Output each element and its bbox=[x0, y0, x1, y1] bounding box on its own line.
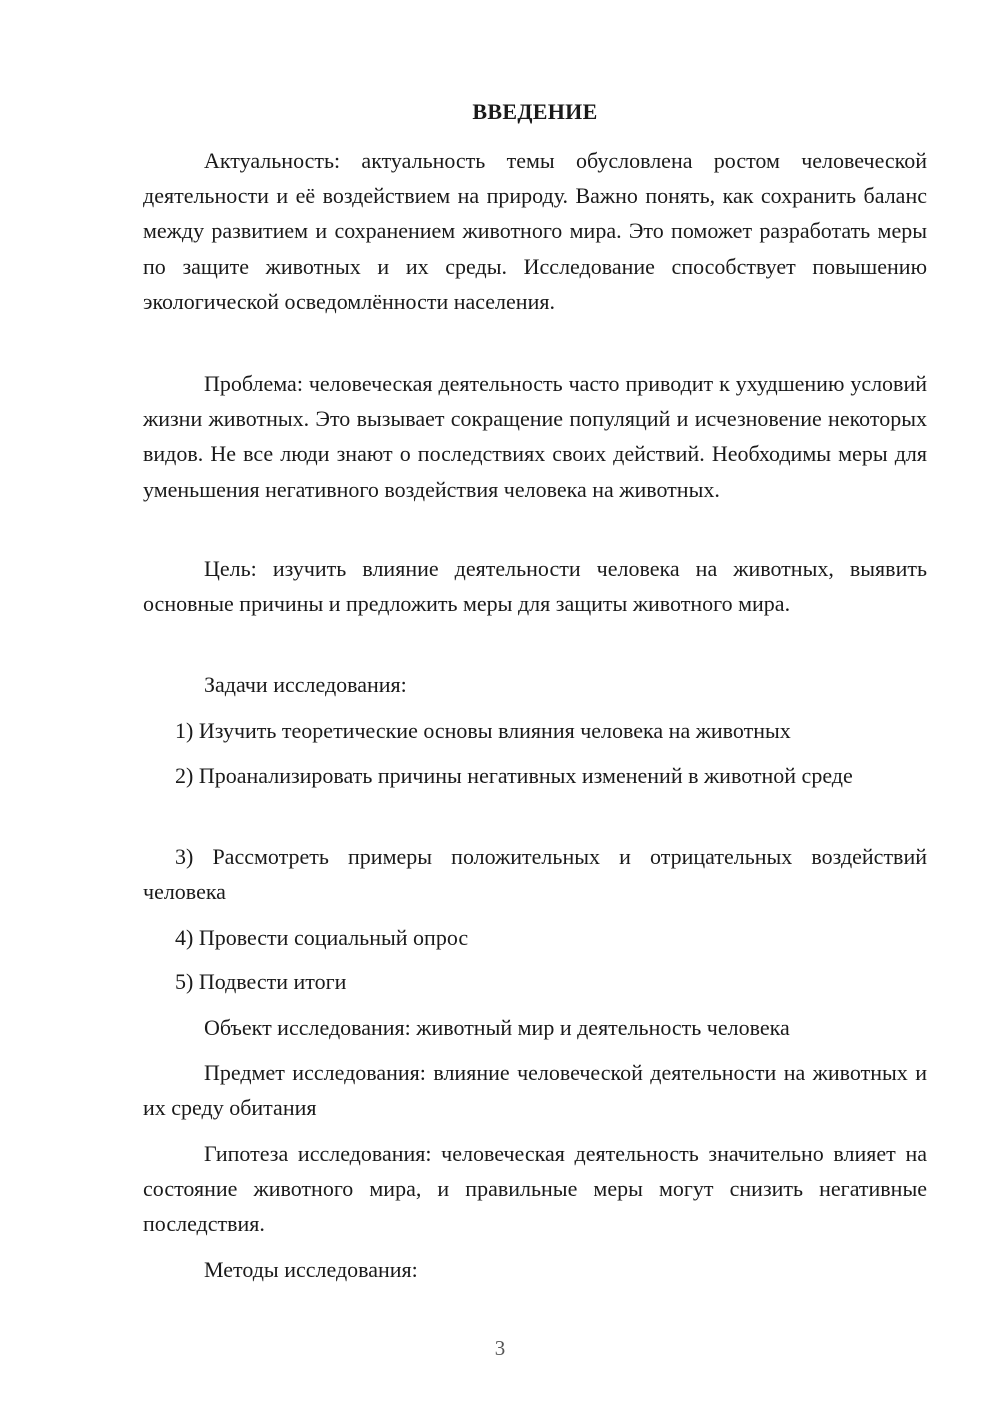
task-item-2: 2) Проанализировать причины негативных изменений в животной среде bbox=[175, 763, 853, 788]
tasks-heading: Задачи исследования: bbox=[204, 672, 407, 697]
goal-paragraph: Цель: изучить влияние деятельности человека на животных, выявить основные причины и предложить меры для защиты животного мира. bbox=[143, 556, 927, 617]
methods-heading: Методы исследования: bbox=[204, 1257, 418, 1282]
task-item-4: 4) Провести социальный опрос bbox=[175, 925, 469, 950]
problem-paragraph: Проблема: человеческая деятельность часто приводит к ухудшению условий жизни животных. Это вызывает сокращение популяций и исчезновение некоторых видов. Не все люди знают о последствиях своих действий. Необходимы меры для уменьшения негативного воздействия человека на животных. bbox=[143, 371, 927, 502]
object-paragraph: Объект исследования: животный мир и деятельность человека bbox=[204, 1015, 790, 1040]
subject-paragraph: Предмет исследования: влияние человеческой деятельности на животных и их среду обитания bbox=[143, 1060, 927, 1121]
task-item-3: 3) Рассмотреть примеры положительных и отрицательных воздействий человека bbox=[143, 844, 927, 905]
page-number: 3 bbox=[494, 1336, 506, 1360]
relevance-paragraph: Актуальность: актуальность темы обусловлена ростом человеческой деятельности и её воздействием на природу. Важно понять, как сохранить баланс между развитием и сохранением животного мира. Это поможет разработать меры по защите животных и их среды. Исследование способствует повышению экологической осведомлённости населения. bbox=[143, 148, 927, 314]
hypothesis-paragraph: Гипотеза исследования: человеческая деятельность значительно влияет на состояние животного мира, и правильные меры могут снизить негативные последствия. bbox=[143, 1141, 927, 1237]
task-item-5: 5) Подвести итоги bbox=[175, 969, 347, 994]
page-title: ВВЕДЕНИЕ bbox=[472, 99, 598, 124]
task-item-1: 1) Изучить теоретические основы влияния человека на животных bbox=[175, 718, 791, 743]
